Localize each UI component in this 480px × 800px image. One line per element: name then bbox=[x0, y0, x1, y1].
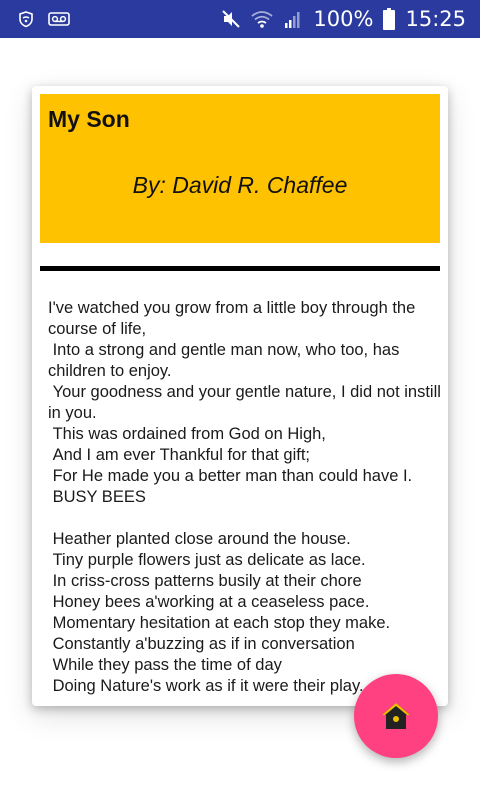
poem-line: And I am ever Thankful for that gift; bbox=[48, 446, 311, 464]
poem-line: In criss-cross patterns busily at their chore bbox=[48, 572, 362, 590]
shield-wifi-icon bbox=[18, 11, 34, 27]
poem-card bbox=[32, 86, 448, 706]
poem-line: Momentary hesitation at each stop they make. bbox=[48, 614, 391, 632]
poem-title: My Son bbox=[48, 106, 130, 132]
poem-line: While they pass the time of day bbox=[48, 656, 282, 674]
divider bbox=[40, 266, 440, 271]
status-left bbox=[18, 11, 70, 27]
poem-body[interactable] bbox=[48, 298, 444, 706]
poem-author: By: David R. Chaffee bbox=[132, 172, 348, 198]
voicemail-icon bbox=[48, 12, 70, 26]
clock: 15:25 bbox=[405, 7, 466, 31]
status-bar bbox=[0, 0, 480, 38]
home-icon bbox=[380, 701, 412, 731]
poem-line: Honey bees a'working at a ceaseless pace. bbox=[48, 593, 370, 611]
home-button[interactable] bbox=[354, 674, 438, 758]
poem-line: Constantly a'buzzing as if in conversation bbox=[48, 635, 355, 653]
poem-line: Tiny purple flowers just as delicate as lace. bbox=[48, 551, 366, 569]
poem-line: Doing Nature's work as if it were their play. bbox=[48, 677, 364, 695]
battery-percent: 100% bbox=[313, 7, 374, 31]
poem-line: For He made you a better man than could have I. bbox=[48, 467, 413, 485]
signal-icon bbox=[283, 9, 303, 29]
poem-line bbox=[48, 508, 444, 529]
poem-line: BUSY BEES bbox=[48, 488, 146, 506]
battery-icon bbox=[383, 8, 395, 30]
poem-line: Into a strong and gentle man now, who too, has children to enjoy. bbox=[48, 341, 404, 380]
wifi-icon bbox=[251, 9, 273, 29]
poem-header bbox=[40, 94, 440, 243]
status-right bbox=[221, 7, 466, 31]
mute-icon bbox=[221, 9, 241, 29]
poem-line: Your goodness and your gentle nature, I did not instill in you. bbox=[48, 383, 446, 422]
poem-line: I've watched you grow from a little boy through the course of life, bbox=[48, 299, 420, 338]
poem-line: Heather planted close around the house. bbox=[48, 530, 351, 548]
poem-line: This was ordained from God on High, bbox=[48, 425, 326, 443]
